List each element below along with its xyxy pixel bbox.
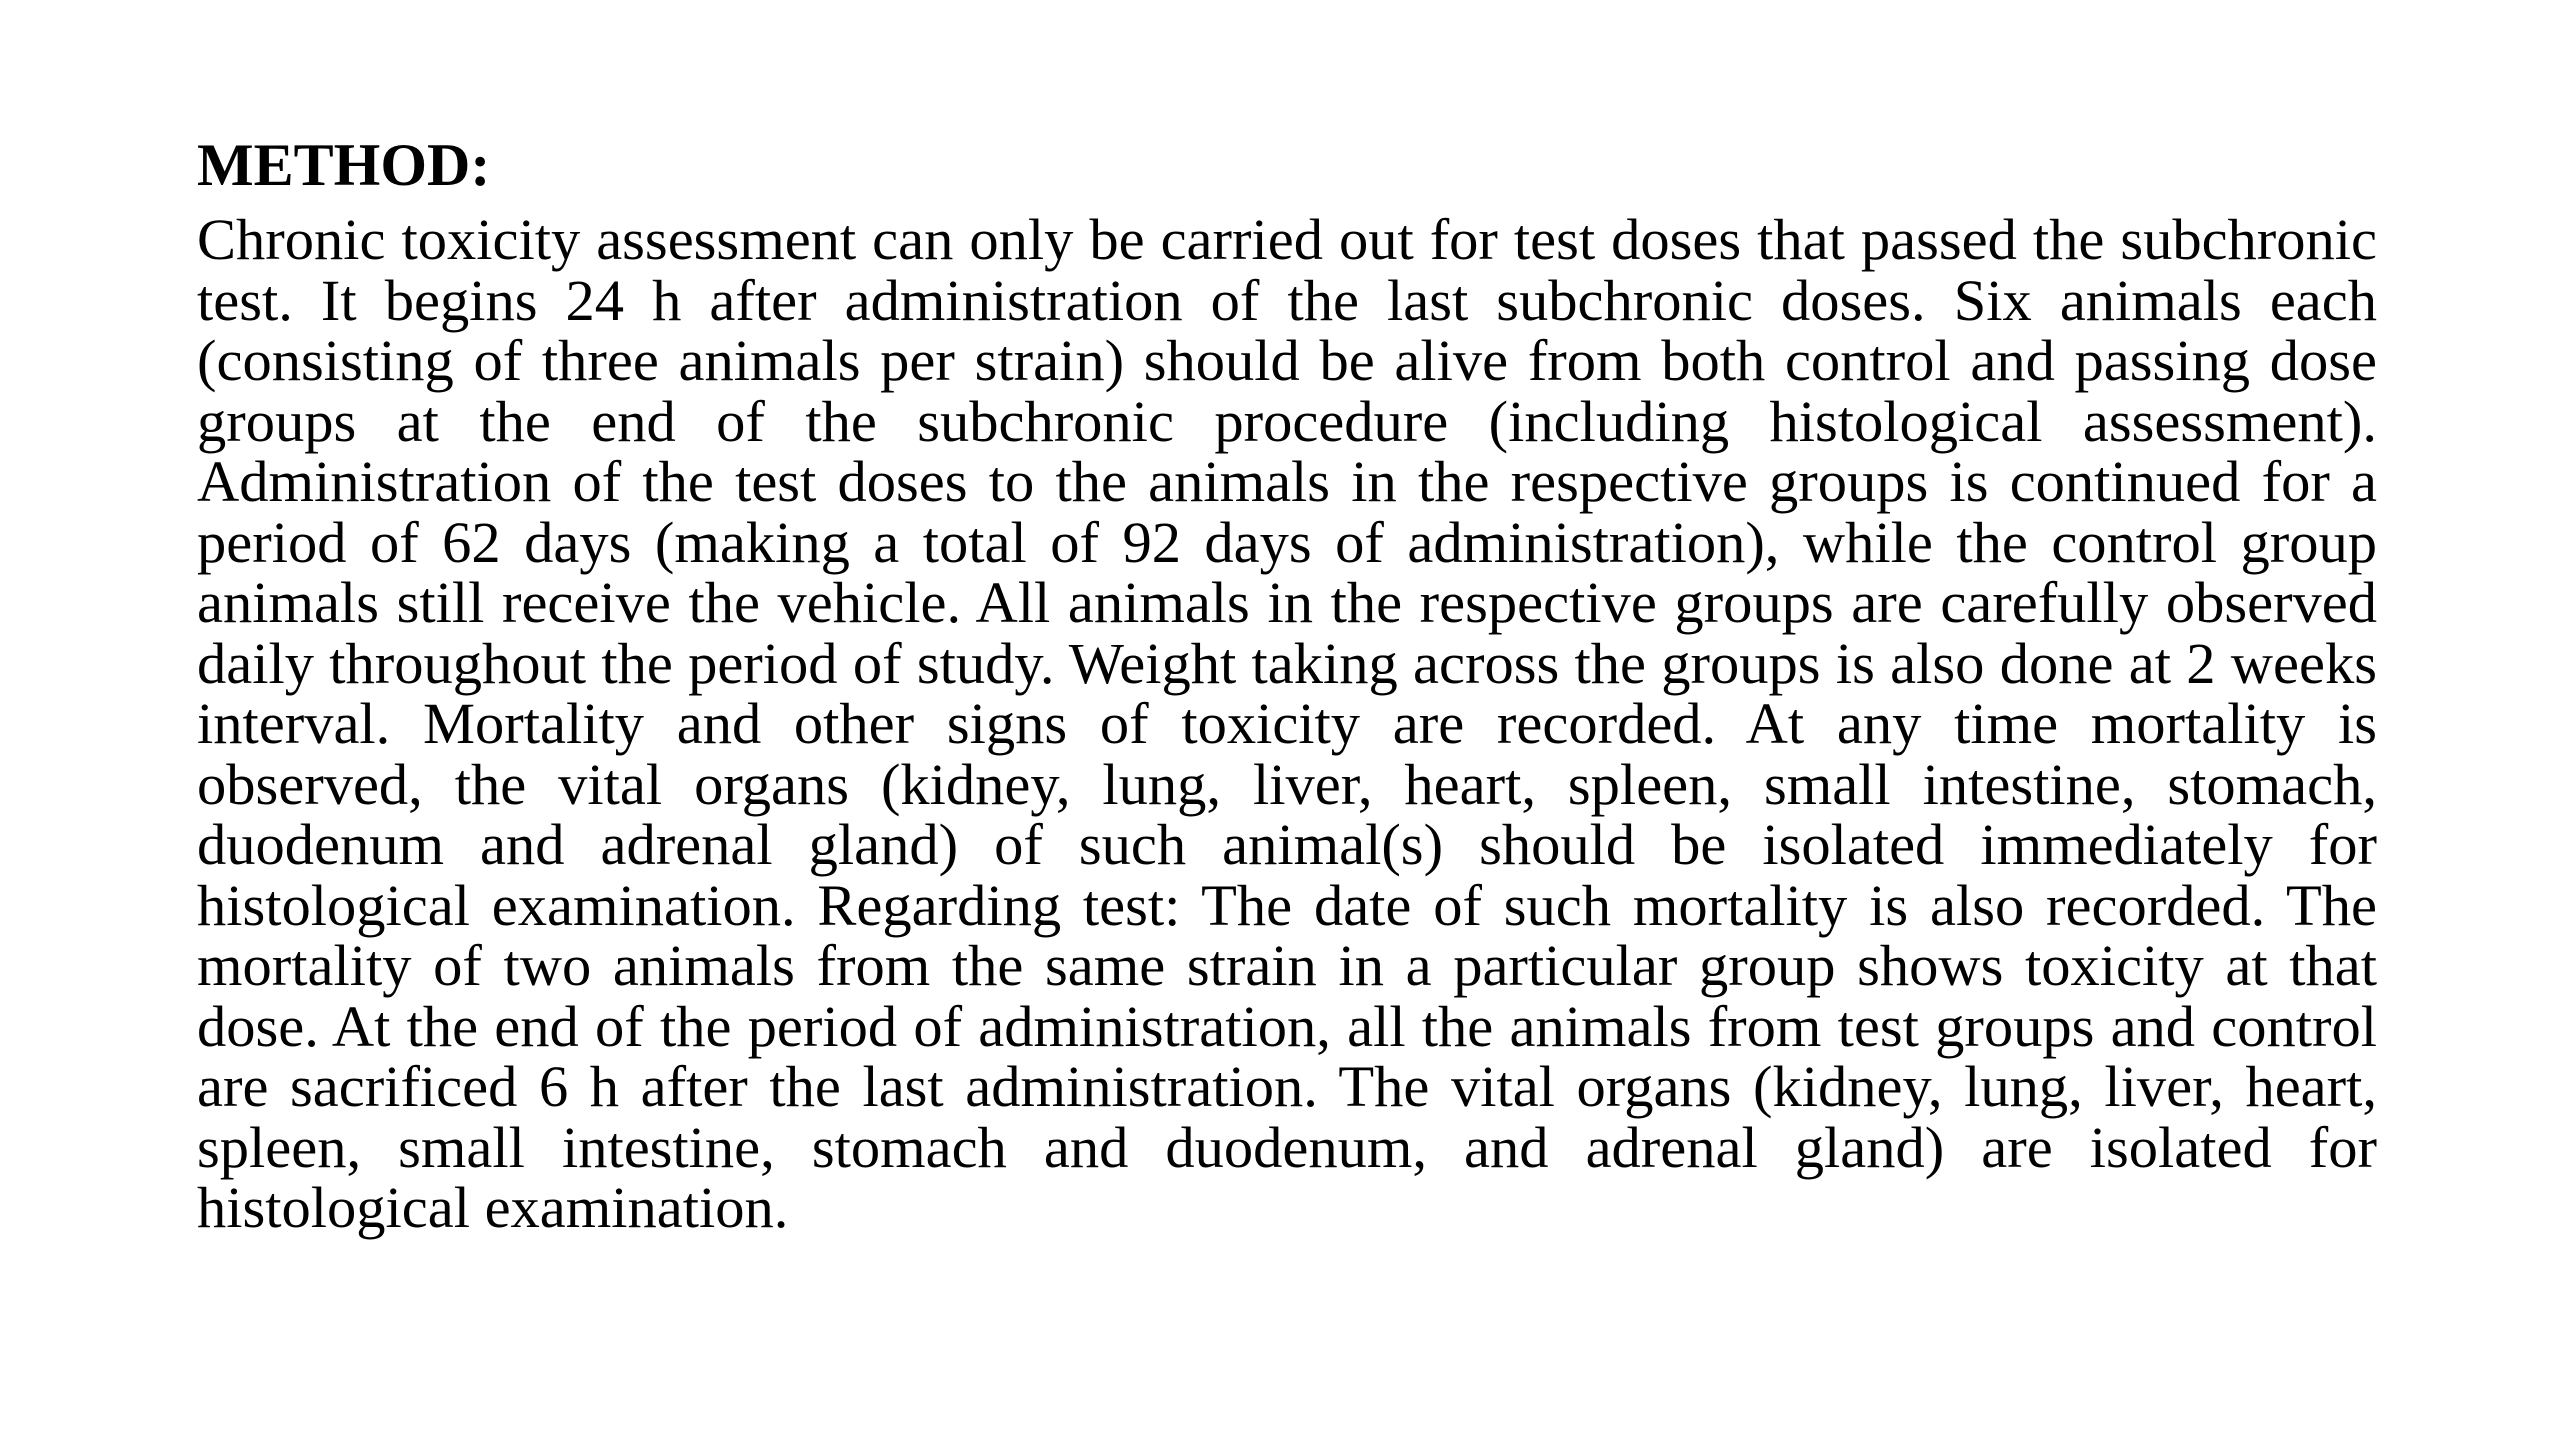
- method-paragraph: Chronic toxicity assessment can only be carried out for test doses that passed the subchronic test. It begins 24 h after administration of the last subchronic doses. Six animals each (consisting of three animals per strain) should be alive from both control and passing dose groups at the end of the subchronic procedure (including histological assessment). Administration of the test doses to the animals in the respective groups is continued for a period of 62 days (making a total of 92 days of administration), while the control group animals still receive the vehicle. All animals in the respective groups are carefully observed daily throughout the period of study. Weight taking across the groups is also done at 2 weeks interval. Mortality and other signs of toxicity are recorded. At any time mortality is observed, the vital organs (kidney, lung, liver, heart, spleen, small intestine, stomach, duodenum and adrenal gland) of such animal(s) should be isolated immediately for histological examination. Regarding test: The date of such mortality is also recorded. The mortality of two animals from the same strain in a particular group shows toxicity at that dose. At the end of the period of administration, all the animals from test groups and control are sacrificed 6 h after the last administration. The vital organs (kidney, lung, liver, heart, spleen, small intestine, stomach and duodenum, and adrenal gland) are isolated for histological examination.: [197, 207, 2377, 1240]
- section-heading: METHOD:: [197, 132, 491, 198]
- document-page: [197, 128, 2377, 1239]
